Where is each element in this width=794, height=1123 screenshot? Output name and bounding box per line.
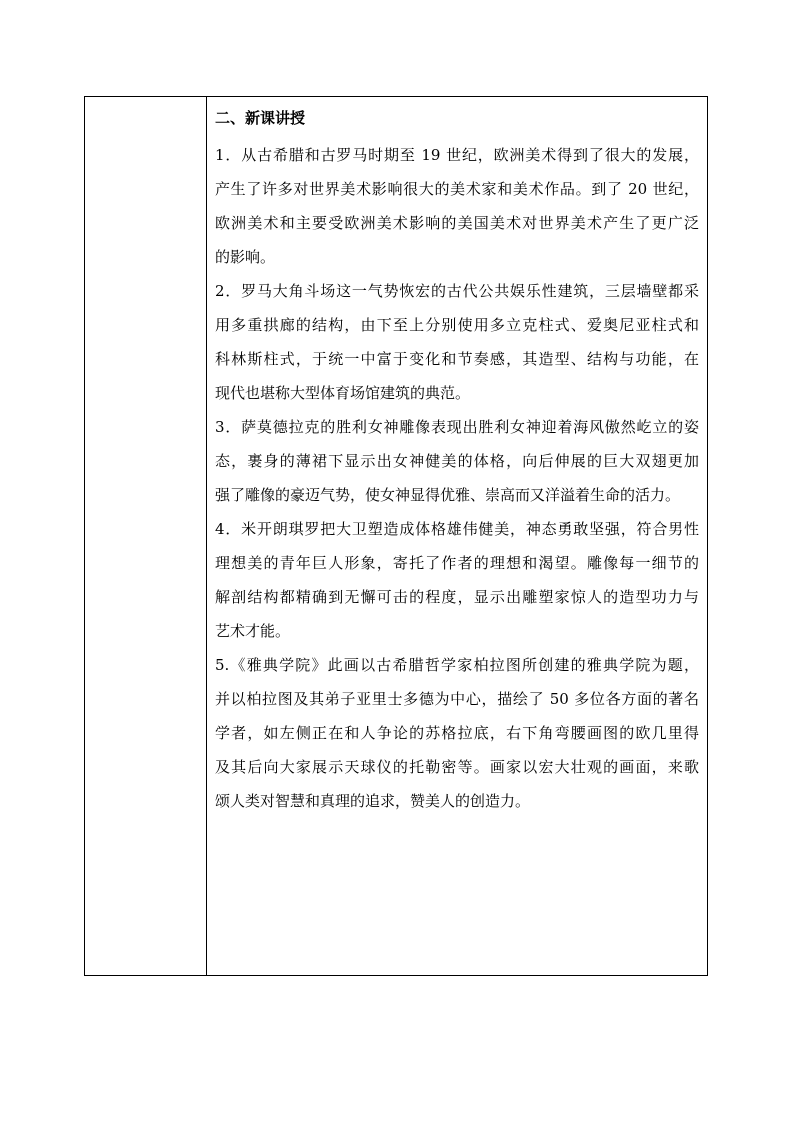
paragraph-line: 强了雕像的豪迈气势，使女神显得优雅、崇高而又洋溢着生命的活力。 (215, 486, 681, 504)
paragraph-line: 现代也堪称大型体育场馆建筑的典范。 (215, 384, 471, 402)
paragraph-line: 1．从古希腊和古罗马时期至 19 世纪，欧洲美术得到了很大的发展， (215, 146, 699, 164)
paragraph-line: 的影响。 (215, 248, 276, 266)
paragraph-line: 解剖结构都精确到无懈可击的程度，显示出雕塑家惊人的造型功力与 (215, 588, 699, 606)
paragraph-line: 5.《雅典学院》此画以古希腊哲学家柏拉图所创建的雅典学院为题， (215, 656, 699, 674)
paragraph-line: 艺术才能。 (215, 622, 291, 640)
paragraph-line: 欧洲美术和主要受欧洲美术影响的美国美术对世界美术产生了更广泛 (215, 214, 699, 232)
paragraph-1 (215, 138, 699, 274)
paragraph-line: 态，裹身的薄裙下显示出女神健美的体格，向后伸展的巨大双翅更加 (215, 452, 699, 470)
paragraph-line: 颂人类对智慧和真理的追求，赞美人的创造力。 (215, 792, 531, 810)
paragraph-line: 学者，如左侧正在和人争论的苏格拉底，右下角弯腰画图的欧几里得 (215, 724, 699, 742)
lesson-table (84, 96, 708, 976)
paragraph-line: 4．米开朗琪罗把大卫塑造成体格雄伟健美，神态勇敢坚强，符合男性 (215, 520, 699, 538)
paragraph-line: 理想美的青年巨人形象，寄托了作者的理想和渴望。雕像每一细节的 (215, 554, 699, 572)
paragraph-line: 及其后向大家展示天球仪的托勒密等。画家以宏大壮观的画面，来歌 (215, 758, 699, 776)
paragraph-4 (215, 512, 699, 648)
paragraph-line: 3．萨莫德拉克的胜利女神雕像表现出胜利女神迎着海风傲然屹立的姿 (215, 418, 699, 436)
paragraph-line: 2．罗马大角斗场这一气势恢宏的古代公共娱乐性建筑，三层墙壁都采 (215, 282, 699, 300)
paragraph-5 (215, 648, 699, 818)
paragraph-line: 产生了许多对世界美术影响很大的美术家和美术作品。到了 20 世纪， (215, 180, 699, 198)
paragraph-line: 并以柏拉图及其弟子亚里士多德为中心，描绘了 50 多位各方面的著名 (215, 690, 699, 708)
content-cell (207, 97, 707, 975)
paragraph-line: 用多重拱廊的结构，由下至上分别使用多立克柱式、爱奥尼亚柱式和 (215, 316, 699, 334)
paragraph-3 (215, 410, 699, 512)
paragraph-line: 科林斯柱式，于统一中富于变化和节奏感，其造型、结构与功能，在 (215, 350, 699, 368)
left-column-cell (85, 97, 207, 975)
paragraph-2 (215, 274, 699, 410)
section-heading: 二、新课讲授 (215, 109, 306, 127)
